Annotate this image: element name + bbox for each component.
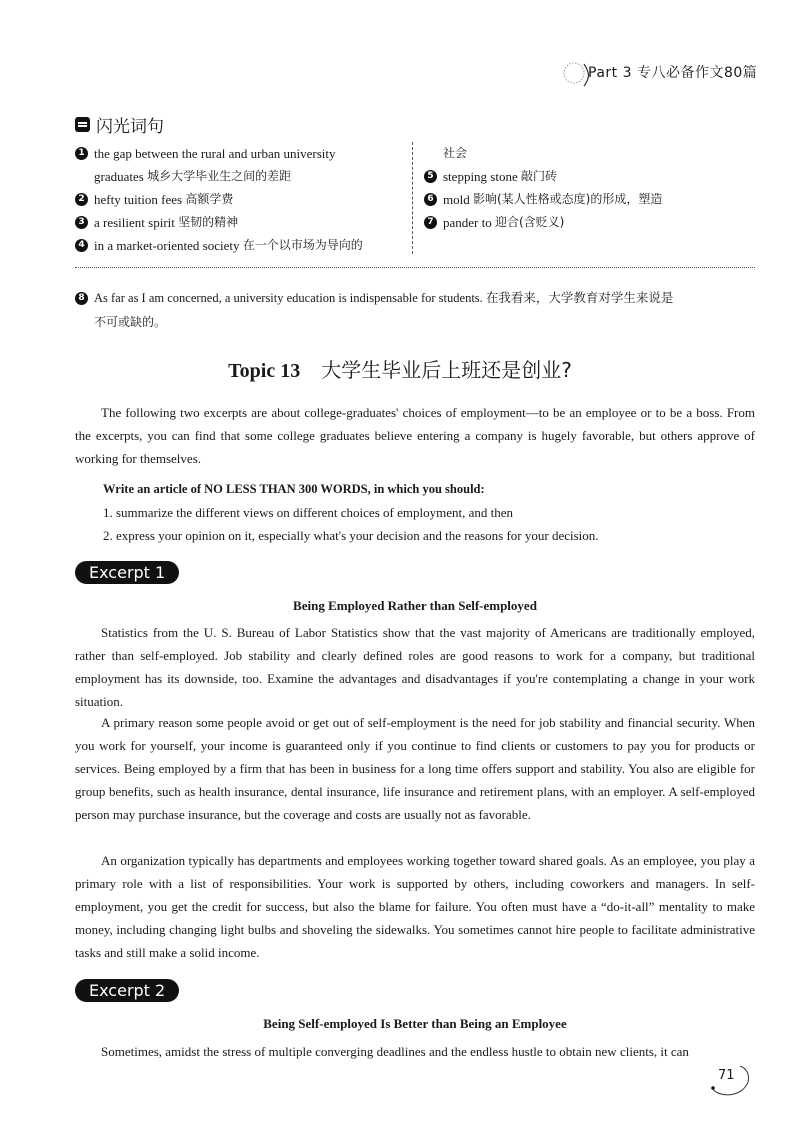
excerpt-tag: Excerpt 2 <box>75 979 179 1002</box>
vocab-cn: 影响(某人性格或态度)的形成，塑造 <box>472 192 663 206</box>
intro-paragraph: The following two excerpts are about college-graduates' choices of employment—to be an employee or to be a boss. From the excerpts, you can find that some college graduates believe entering a company is hugely favorable, but others approve of working for themselves. <box>75 405 755 466</box>
header-ornament-icon <box>560 58 590 88</box>
section-divider <box>75 267 755 268</box>
vocab-section-title <box>75 112 164 137</box>
vocab-item <box>75 188 410 211</box>
topic-title: 大学生毕业后上班还是创业? <box>321 358 572 382</box>
excerpt-2-badge <box>75 981 179 1001</box>
vocab-cn: 坚韧的精神 <box>178 215 239 229</box>
excerpt-tag: Excerpt 1 <box>75 561 179 584</box>
vocab-item <box>424 142 754 165</box>
vocab-en: in a market-oriented society <box>94 238 240 253</box>
vocab-item <box>424 188 754 211</box>
sentence-line: 不可或缺的。 <box>94 315 167 329</box>
vocab-item <box>424 165 754 188</box>
vocab-en: hefty tuition fees <box>94 192 183 207</box>
page-number: 71 <box>718 1068 735 1083</box>
vocab-en: the gap between the rural and urban university <box>94 146 336 161</box>
vocab-cn: 社会 <box>443 146 468 160</box>
topic-number: Topic 13 <box>228 360 301 382</box>
vocab-cn: 城乡大学毕业生之间的差距 <box>147 169 292 183</box>
vocab-title-text: 闪光词句 <box>96 117 164 137</box>
vocab-sentence-8 <box>75 286 755 334</box>
vocab-left-column <box>75 142 410 257</box>
list-icon <box>75 117 90 132</box>
excerpt-1-paragraph: Statistics from the U. S. Bureau of Labor Statistics show that the vast majority of Americans are traditionally employed, rather than self-employed. Job stability and clearly defined roles are good reasons to work for a company, but traditional employment has its downside, too. Examine the advantages and disadvantages if you're contemplating a change in your work situation. <box>75 625 755 709</box>
vocab-en: mold <box>443 192 470 207</box>
column-divider <box>412 142 413 254</box>
excerpt-2-title: Being Self-employed Is Better than Being an Employee <box>263 1016 567 1031</box>
vocab-cn: 迎合(含贬义) <box>494 215 565 229</box>
vocab-item <box>75 165 410 188</box>
vocab-cn: 高额学费 <box>185 192 234 206</box>
instructions-lead: Write an article of NO LESS THAN 300 WORDS, in which you should: <box>103 482 485 496</box>
item-number: 1 <box>75 147 88 160</box>
vocab-item <box>75 142 410 165</box>
instruction-item: 2. express your opinion on it, especially what's your decision and the reasons for your decision. <box>103 528 599 543</box>
excerpt-2-paragraph: Sometimes, amidst the stress of multiple converging deadlines and the endless hustle to obtain new clients, it can <box>101 1044 689 1059</box>
header-part-label: Part 3 专八必备作文80篇 <box>588 65 758 81</box>
vocab-right-column <box>424 142 754 234</box>
excerpt-1-badge <box>75 563 179 583</box>
vocab-en: graduates <box>94 169 144 184</box>
topic-heading <box>0 354 800 383</box>
item-number: 3 <box>75 216 88 229</box>
item-number: 4 <box>75 239 88 252</box>
instructions <box>103 478 763 547</box>
excerpt-1-paragraph: An organization typically has departments and employees working together toward shared goals. As an employee, you play a primary role with a list of responsibilities. Your work is supported by others, including coworkers and managers. In self-employment, you get the credit for success, but also the blame for failure. You often must have a “do-it-all” mentality to make money, including changing light bulbs and shoveling the sidewalks. You sometimes cannot hire people to facilitate administrative tasks and still make a solid income. <box>75 853 755 960</box>
vocab-en: a resilient spirit <box>94 215 175 230</box>
vocab-en: pander to <box>443 215 492 230</box>
sentence-line: As far as I am concerned, a university education is indispensable for students. 在我看来，大学教育对学生来说是 <box>94 291 674 305</box>
instruction-item: 1. summarize the different views on different choices of employment, and then <box>103 505 513 520</box>
item-number: 5 <box>424 170 437 183</box>
vocab-cn: 在一个以市场为导向的 <box>242 238 363 252</box>
vocab-en: stepping stone <box>443 169 518 184</box>
excerpt-1-paragraph: A primary reason some people avoid or get out of self-employment is the need for job stability and financial security. When you work for yourself, your income is guaranteed only if you continue to find clients or customers to pay you for products or services. Being employed by a firm that has been in business for a long time offers support and stability. You also are eligible for group benefits, such as health insurance, dental insurance, life insurance and retirement plans, with an employer. A self-employed person may purchase insurance, but the coverage and costs are usually not as favorable. <box>75 715 755 822</box>
vocab-item <box>75 211 410 234</box>
excerpt-1-title: Being Employed Rather than Self-employed <box>293 598 537 613</box>
vocab-cn: 敲门砖 <box>521 169 558 183</box>
vocab-item <box>75 234 410 257</box>
item-number: 6 <box>424 193 437 206</box>
item-number: 8 <box>75 292 88 305</box>
vocab-item <box>424 211 754 234</box>
item-number: 2 <box>75 193 88 206</box>
item-number: 7 <box>424 216 437 229</box>
